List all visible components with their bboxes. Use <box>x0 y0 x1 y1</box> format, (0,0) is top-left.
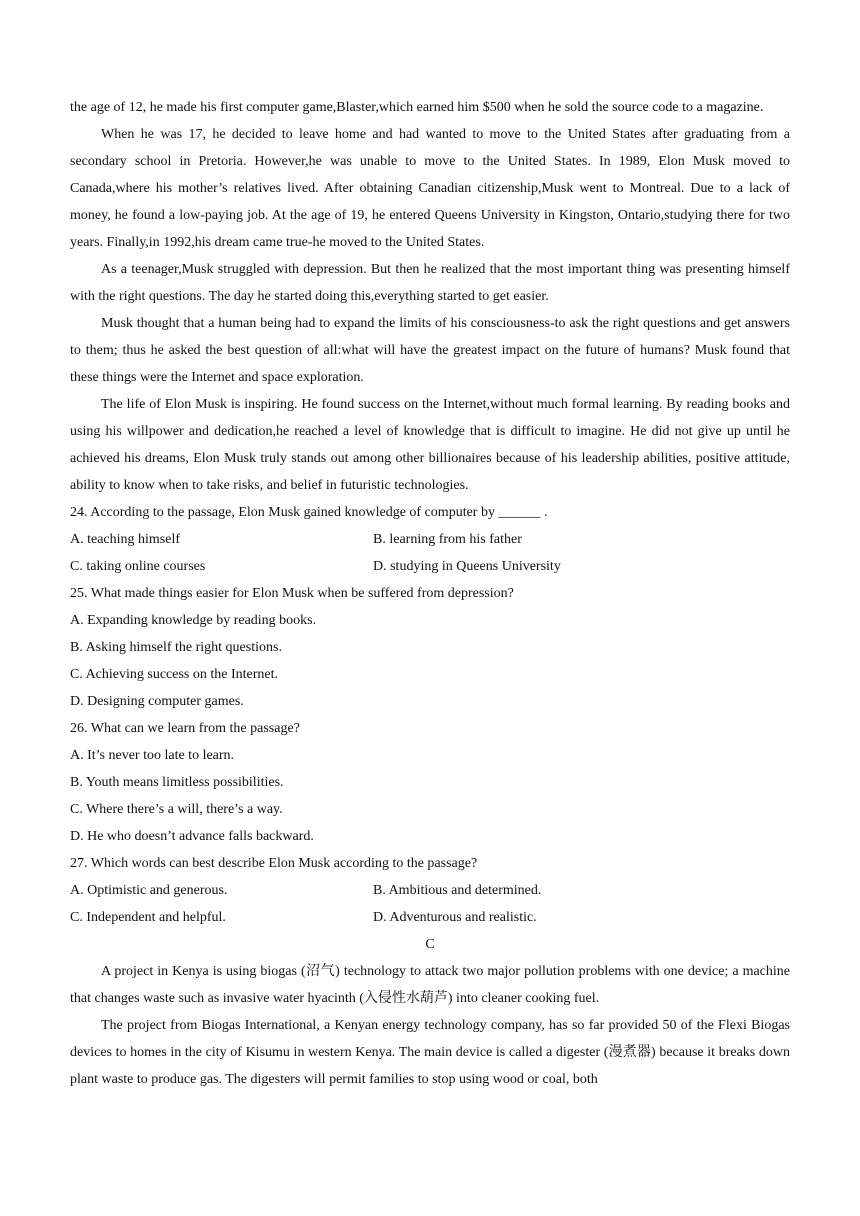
option-c: C. Where there’s a will, there’s a way. <box>70 802 283 817</box>
option-a: A. Expanding knowledge by reading books. <box>70 613 317 628</box>
option-c: C. Independent and helpful. <box>70 910 226 925</box>
passage-b-paragraph-1: When he was 17, he decided to leave home and had wanted to move to the United States after graduating from a secondary school in Pretoria. However,he was unable to move to the United States. In 1989, Elon Musk moved to Canada,where his mother’s relatives lived. After obtaining Canadian citizenship,Musk went to Montreal. Due to a lack of money, he found a low-paying job. At the age of 19, he entered Queens University in Kingston, Ontario,studying there for two years. Finally,in 1992,his dream came true-he moved to the United States. <box>70 127 790 250</box>
option-b: B. Ambitious and determined. <box>373 883 542 898</box>
options-row <box>70 526 790 553</box>
document-page <box>70 94 790 1093</box>
question-stem: 24. According to the passage, Elon Musk gained knowledge of computer by ______ . <box>70 505 548 520</box>
option-a: A. It’s never too late to learn. <box>70 748 235 763</box>
option-d: D. Designing computer games. <box>70 694 244 709</box>
option-b: B. learning from his father <box>373 532 522 547</box>
question-24 <box>70 499 790 580</box>
option-d: D. Adventurous and realistic. <box>373 910 537 925</box>
option-d: D. studying in Queens University <box>373 559 561 574</box>
question-stem: 27. Which words can best describe Elon Musk according to the passage? <box>70 856 478 871</box>
option-a: A. Optimistic and generous. <box>70 883 228 898</box>
option-b: B. Youth means limitless possibilities. <box>70 775 284 790</box>
option-c: C. taking online courses <box>70 559 206 574</box>
passage-b-paragraph-0: the age of 12, he made his first computer game,Blaster,which earned him $500 when he sold the source code to a magazine. <box>70 100 764 115</box>
question-26 <box>70 715 790 850</box>
question-stem: 26. What can we learn from the passage? <box>70 721 300 736</box>
passage-c-paragraph-2: The project from Biogas International, a Kenyan energy technology company, has so far provided 50 of the Flexi Biogas devices to homes in the city of Kisumu in western Kenya. The main device is called a digester (漫煮器) because it breaks down plant waste to produce gas. The digesters will permit families to stop using wood or coal, both <box>70 1018 790 1087</box>
option-a: A. teaching himself <box>70 532 181 547</box>
option-d: D. He who doesn’t advance falls backward. <box>70 829 314 844</box>
passage-b-paragraph-4: The life of Elon Musk is inspiring. He found success on the Internet,without much formal learning. By reading books and using his willpower and dedication,he reached a level of knowledge that is difficult to imagine. He did not give up until he achieved his dreams, Elon Musk truly stands out among other billionaires because of his leadership abilities, positive attitude, ability to know when to take risks, and belief in futuristic technologies. <box>70 397 790 493</box>
options-row <box>70 553 790 580</box>
question-25 <box>70 580 790 715</box>
passage-c-paragraph-1: A project in Kenya is using biogas (沼气) technology to attack two major pollution problems with one device; a machine that changes waste such as invasive water hyacinth (入侵性水葫芦) into cleaner cooking fuel. <box>70 964 790 1006</box>
options-row <box>70 904 790 931</box>
options-row <box>70 877 790 904</box>
question-27 <box>70 850 790 931</box>
section-heading: C <box>425 937 435 952</box>
option-b: B. Asking himself the right questions. <box>70 640 282 655</box>
passage-b-paragraph-3: Musk thought that a human being had to expand the limits of his consciousness-to ask the right questions and get answers to them; thus he asked the best question of all:what will have the greatest impact on the future of humans? Musk found that these things were the Internet and space exploration. <box>70 316 790 385</box>
passage-b-paragraph-2: As a teenager,Musk struggled with depression. But then he realized that the most important thing was presenting himself with the right questions. The day he started doing this,everything started to get easier. <box>70 262 790 304</box>
option-c: C. Achieving success on the Internet. <box>70 667 279 682</box>
question-stem: 25. What made things easier for Elon Musk when be suffered from depression? <box>70 586 514 601</box>
